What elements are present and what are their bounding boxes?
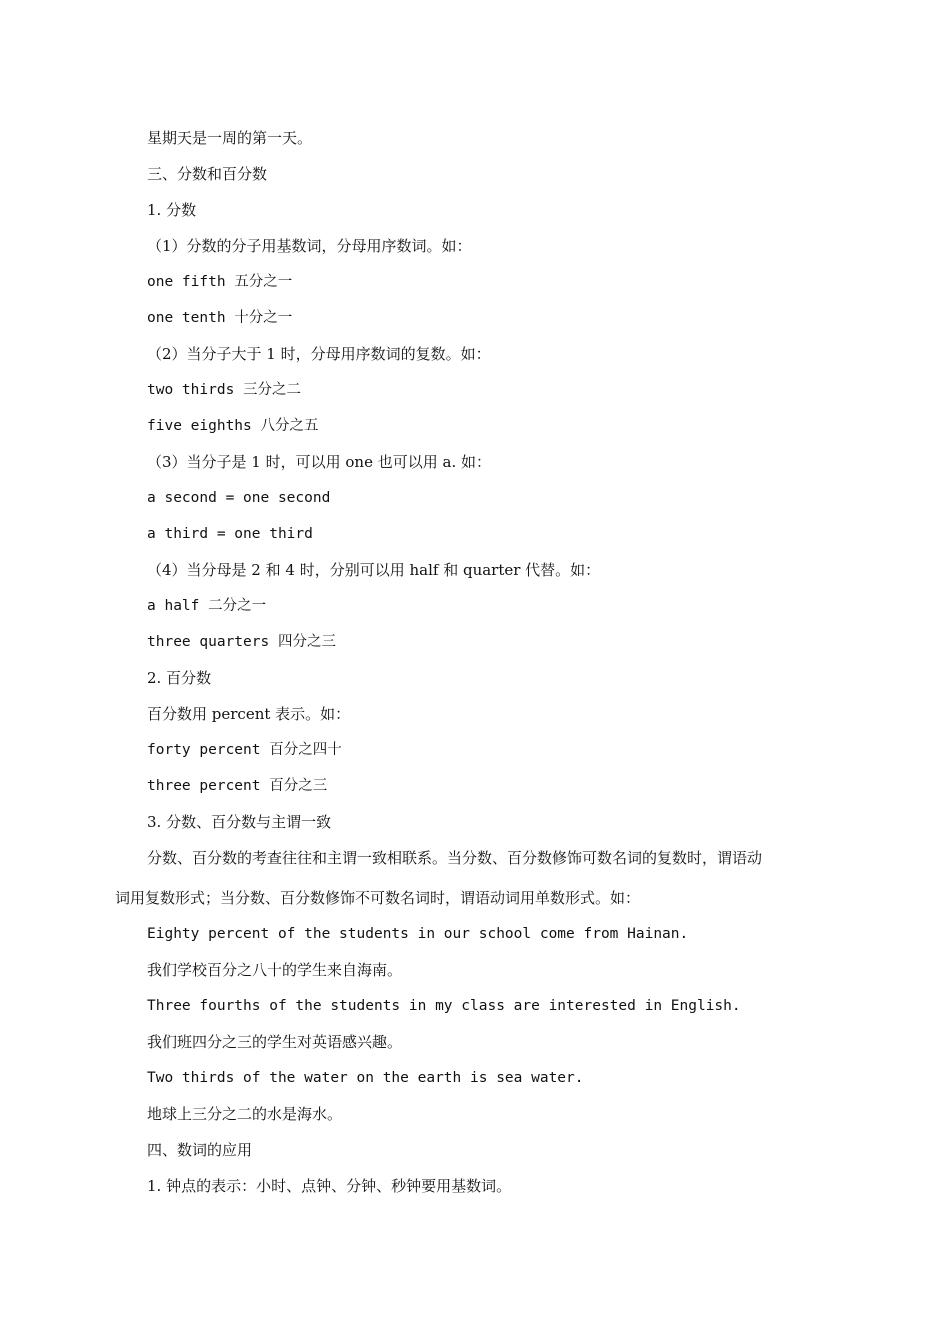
example-line: three quarters 四分之三 — [147, 634, 336, 650]
example-line: three percent 百分之三 — [147, 778, 328, 794]
example-line: a half 二分之一 — [147, 598, 267, 614]
translation-line: 我们班四分之三的学生对英语感兴趣。 — [147, 1033, 403, 1051]
text-line: （1）分数的分子用基数词，分母用序数词。如： — [147, 237, 472, 255]
paragraph-line: 分数、百分数的考查往往和主谓一致相联系。当分数、百分数修饰可数名词的复数时，谓语动 — [147, 849, 763, 867]
text-line: 百分数用 percent 表示。如： — [147, 705, 351, 723]
text-line: （2）当分子大于 1 时，分母用序数词的复数。如： — [147, 345, 491, 363]
example-line: one tenth 十分之一 — [147, 310, 293, 326]
paragraph-line: 词用复数形式；当分数、百分数修饰不可数名词时，谓语动词用单数形式。如： — [115, 889, 641, 907]
example-line: a third = one third — [147, 526, 313, 542]
section-heading: 四、数词的应用 — [147, 1141, 253, 1159]
subsection-heading: 1. 分数 — [147, 201, 197, 219]
example-sentence: Three fourths of the students in my class are interested in English. — [147, 998, 741, 1014]
section-heading: 三、分数和百分数 — [147, 165, 268, 183]
translation-line: 地球上三分之二的水是海水。 — [147, 1105, 343, 1123]
translation-line: 我们学校百分之八十的学生来自海南。 — [147, 961, 403, 979]
example-line: five eighths 八分之五 — [147, 418, 319, 434]
text-line: （4）当分母是 2 和 4 时，分别可以用 half 和 quarter 代替。如： — [147, 561, 601, 579]
subsection-heading: 1. 钟点的表示：小时、点钟、分钟、秒钟要用基数词。 — [147, 1177, 512, 1195]
text-line: （3）当分子是 1 时，可以用 one 也可以用 a. 如： — [147, 453, 491, 471]
text-line: 星期天是一周的第一天。 — [147, 129, 313, 147]
example-line: a second = one second — [147, 490, 331, 506]
example-line: one fifth 五分之一 — [147, 274, 293, 290]
example-line: forty percent 百分之四十 — [147, 742, 342, 758]
subsection-heading: 3. 分数、百分数与主谓一致 — [147, 813, 332, 831]
subsection-heading: 2. 百分数 — [147, 669, 212, 687]
example-sentence: Eighty percent of the students in our school come from Hainan. — [147, 926, 689, 942]
example-sentence: Two thirds of the water on the earth is sea water. — [147, 1070, 584, 1086]
example-line: two thirds 三分之二 — [147, 382, 302, 398]
